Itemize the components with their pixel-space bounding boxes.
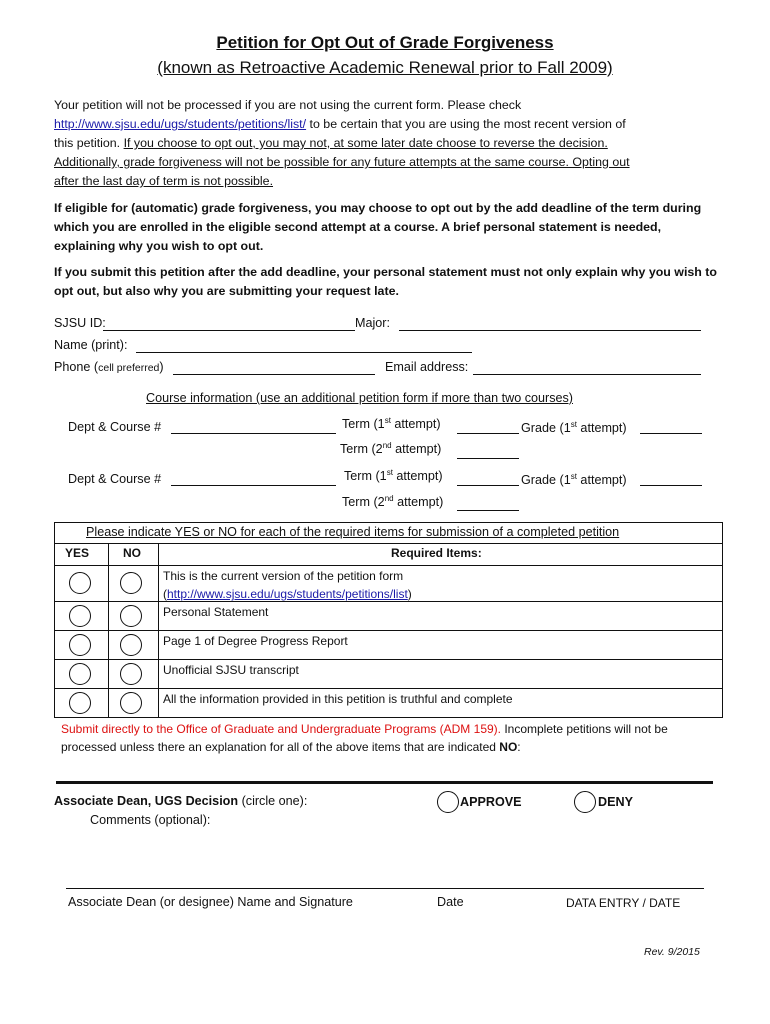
petition-list-link-2[interactable]: http://www.sjsu.edu/ugs/students/petitions/list — [167, 587, 408, 601]
submit-rest-text: Incomplete petitions will not be — [501, 722, 668, 736]
intro-line-2 — [54, 115, 722, 134]
name-label: Name (print): — [54, 338, 128, 352]
checklist-item-1-link-line — [163, 585, 412, 603]
major-field[interactable] — [399, 330, 701, 331]
checklist-table — [54, 522, 723, 718]
yes-radio-5[interactable] — [69, 692, 91, 714]
phone-label — [54, 360, 164, 374]
submit-line-2-text: processed unless there an explanation for all of the above items that are indicated — [61, 740, 500, 754]
grade-sup-1: st — [570, 420, 577, 429]
dept-course-label-1: Dept & Course # — [68, 420, 162, 434]
email-label: Email address: — [385, 360, 469, 374]
intro-line-1: Your petition will not be processed if you are not using the current form. Please check — [54, 98, 522, 112]
dept-course-field-2[interactable] — [171, 485, 336, 486]
checklist-item-2: Personal Statement — [163, 605, 269, 619]
term2-sup-2: nd — [384, 494, 394, 503]
term2-field-2[interactable] — [457, 510, 519, 511]
petition-list-link[interactable]: http://www.sjsu.edu/ugs/students/petitions/list/ — [54, 117, 307, 131]
required-items-header: Required Items: — [391, 546, 482, 560]
intro-line-3a: this petition. — [54, 136, 124, 150]
term1-sup-2: st — [386, 468, 393, 477]
term1-label-2 — [344, 468, 443, 483]
submit-instructions — [61, 720, 721, 756]
checklist-item-1-text: This is the current version of the petition form — [163, 569, 404, 583]
yes-radio-4[interactable] — [69, 663, 91, 685]
section-divider — [56, 781, 713, 784]
signature-line[interactable] — [66, 888, 704, 889]
yes-radio-2[interactable] — [69, 605, 91, 627]
revision-label: Rev. 9/2015 — [644, 946, 700, 958]
intro-line-3b: If you choose to opt out, you may not, at some later date choose to reverse the decision. — [123, 136, 608, 150]
decision-label — [54, 794, 307, 808]
term2-field-1[interactable] — [457, 458, 519, 459]
phone-label-a: Phone ( — [54, 360, 99, 374]
submit-no-text: NO — [499, 740, 518, 754]
phone-label-b: cell preferred — [98, 362, 160, 374]
intro-line-5: after the last day of term is not possible. — [54, 174, 274, 188]
no-radio-5[interactable] — [120, 692, 142, 714]
term1-attempt-2: attempt) — [392, 469, 443, 484]
checklist-item-1 — [163, 567, 412, 603]
submit-colon: : — [517, 740, 521, 754]
grade-text-1: Grade (1 — [521, 421, 571, 436]
no-radio-3[interactable] — [120, 634, 142, 656]
checklist-item-4: Unofficial SJSU transcript — [163, 663, 299, 677]
approve-circle[interactable] — [437, 791, 459, 813]
term2-label-2 — [342, 494, 443, 509]
grade-label-2 — [521, 472, 627, 487]
intro-paragraph — [54, 96, 722, 191]
deny-circle[interactable] — [574, 791, 596, 813]
page-subtitle: (known as Retroactive Academic Renewal prior to Fall 2009) — [157, 58, 613, 77]
page-title: Petition for Opt Out of Grade Forgiveness — [216, 33, 554, 52]
yes-radio-3[interactable] — [69, 634, 91, 656]
term2-attempt-2: attempt) — [393, 495, 444, 510]
term1-attempt-1: attempt) — [390, 417, 441, 432]
grade-attempt-1: attempt) — [576, 421, 627, 436]
no-header: NO — [123, 546, 141, 560]
no-radio-4[interactable] — [120, 663, 142, 685]
major-label: Major: — [355, 316, 390, 330]
intro-line-3 — [54, 134, 722, 153]
checklist-item-3: Page 1 of Degree Progress Report — [163, 634, 348, 648]
grade-field-2[interactable] — [640, 485, 702, 486]
term2-text-2: Term (2 — [342, 495, 385, 510]
decision-label-bold: Associate Dean, UGS Decision — [54, 794, 239, 808]
comments-label: Comments (optional): — [90, 813, 211, 827]
term2-label-1 — [340, 441, 441, 456]
term1-field-2[interactable] — [457, 485, 519, 486]
grade-field-1[interactable] — [640, 433, 702, 434]
checklist-heading: Please indicate YES or NO for each of the required items for submission of a completed petition — [86, 525, 620, 539]
approve-label: APPROVE — [460, 795, 522, 809]
yes-header: YES — [65, 546, 90, 560]
grade-sup-2: st — [570, 472, 577, 481]
grade-label-1 — [521, 420, 627, 435]
phone-field[interactable] — [173, 374, 375, 375]
link-close-paren: ) — [407, 587, 412, 601]
no-radio-2[interactable] — [120, 605, 142, 627]
term1-text-1: Term (1 — [342, 417, 385, 432]
deny-label: DENY — [598, 795, 633, 809]
link-open-paren: ( — [163, 587, 167, 601]
dept-course-field-1[interactable] — [171, 433, 336, 434]
course-info-heading: Course information (use an additional petition form if more than two courses) — [146, 391, 573, 405]
sjsu-id-label: SJSU ID: — [54, 316, 106, 330]
data-entry-label: DATA ENTRY / DATE — [566, 896, 681, 910]
submit-office-text: Submit directly to the Office of Graduate and Undergraduate Programs (ADM 159). — [61, 722, 501, 736]
term1-text-2: Term (1 — [344, 469, 387, 484]
grade-text-2: Grade (1 — [521, 473, 571, 488]
intro-line-2-text: to be certain that you are using the most recent version of — [306, 117, 626, 131]
term1-field-1[interactable] — [457, 433, 519, 434]
decision-circle-one: (circle one): — [238, 794, 308, 808]
sjsu-id-field[interactable] — [103, 330, 355, 331]
dept-course-label-2: Dept & Course # — [68, 472, 162, 486]
no-radio-1[interactable] — [120, 572, 142, 594]
intro-line-4: Additionally, grade forgiveness will not be possible for any future attempts at the same course. Opting out — [54, 155, 630, 169]
eligibility-paragraph: If eligible for (automatic) grade forgiveness, you may choose to opt out by the add deadline of the term during which you are enrolled in the eligible second attempt at a course. A brief personal statement is needed, explaining why you wish to opt out. — [54, 201, 702, 253]
submit-line-2 — [61, 738, 721, 756]
email-field[interactable] — [473, 374, 701, 375]
term2-sup-1: nd — [382, 441, 392, 450]
signature-name-label: Associate Dean (or designee) Name and Signature — [68, 895, 353, 909]
late-submission-paragraph: If you submit this petition after the add deadline, your personal statement must not only explain why you wish to opt out, but also why you are submitting your request late. — [54, 265, 717, 298]
grade-attempt-2: attempt) — [576, 473, 627, 488]
name-field[interactable] — [136, 352, 472, 353]
checklist-item-5: All the information provided in this petition is truthful and complete — [163, 692, 513, 706]
term2-text-1: Term (2 — [340, 442, 383, 457]
phone-label-c: ) — [159, 360, 164, 374]
term1-label-1 — [342, 416, 441, 431]
term2-attempt-1: attempt) — [391, 442, 442, 457]
signature-date-label: Date — [437, 895, 464, 909]
term1-sup-1: st — [384, 416, 391, 425]
yes-radio-1[interactable] — [69, 572, 91, 594]
submit-line-1 — [61, 720, 721, 738]
